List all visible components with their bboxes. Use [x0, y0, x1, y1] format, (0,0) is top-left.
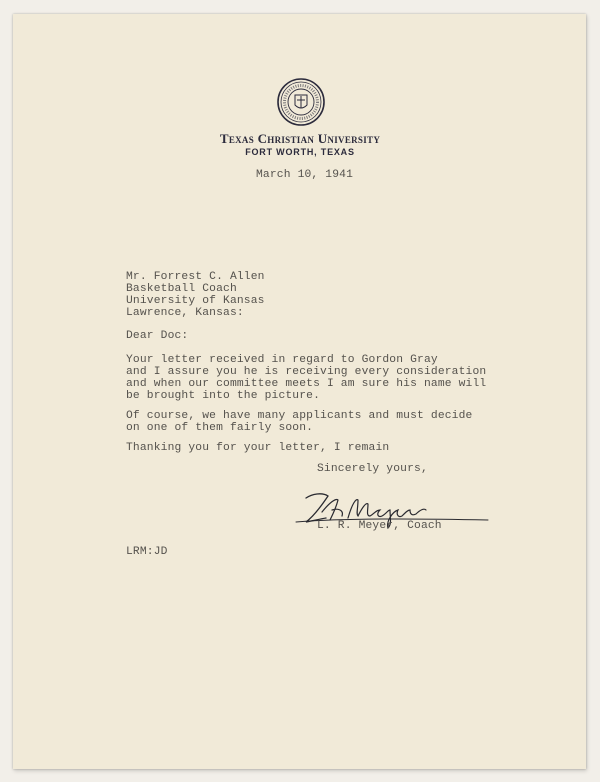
- body-line: and when our committee meets I am sure his name will: [126, 378, 487, 390]
- recipient-organization: University of Kansas: [126, 295, 265, 307]
- recipient-name: Mr. Forrest C. Allen: [126, 271, 265, 283]
- body-line: be brought into the picture.: [126, 390, 321, 402]
- body-line: and I assure you he is receiving every consideration: [126, 366, 487, 378]
- letterhead-city: FORT WORTH, TEXAS: [245, 147, 355, 157]
- reference-initials: LRM:JD: [126, 546, 168, 558]
- letterhead-university-name: Texas Christian University: [219, 131, 381, 146]
- recipient-city: Lawrence, Kansas:: [126, 307, 244, 319]
- body-line: Your letter received in regard to Gordon Gray: [126, 354, 438, 366]
- recipient-title: Basketball Coach: [126, 283, 237, 295]
- complimentary-close: Sincerely yours,: [317, 463, 428, 475]
- salutation: Dear Doc:: [126, 330, 189, 342]
- signer-name-title: L. R. Meyer, Coach: [317, 520, 442, 532]
- body-line: Of course, we have many applicants and must decide: [126, 410, 473, 422]
- letter-date: March 10, 1941: [256, 169, 354, 181]
- university-seal-icon: [277, 78, 325, 126]
- body-line: on one of them fairly soon.: [126, 422, 314, 434]
- body-closing-line: Thanking you for your letter, I remain: [126, 442, 390, 454]
